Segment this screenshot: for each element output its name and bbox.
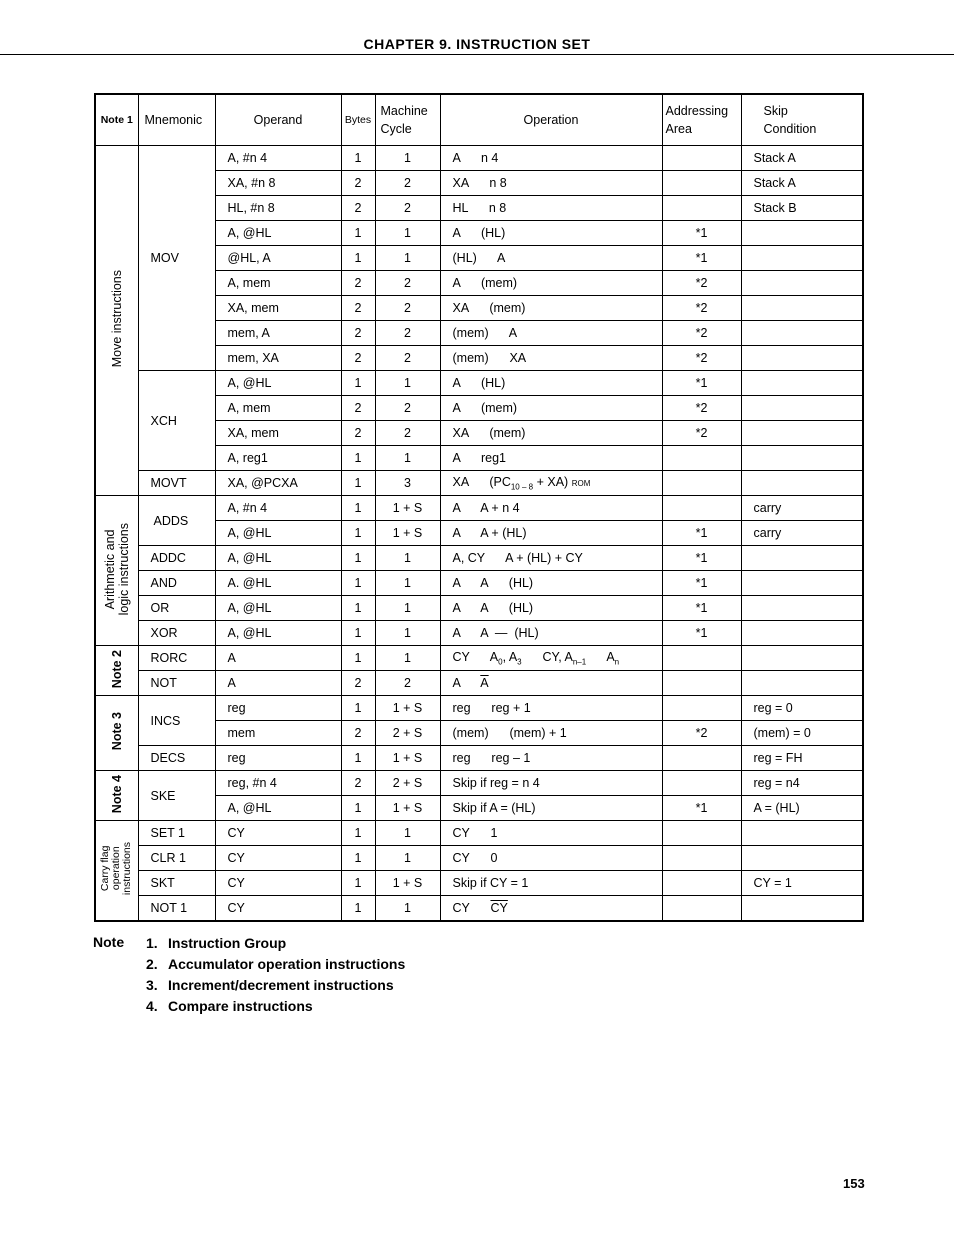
- operation-cell: Skip if CY = 1: [440, 871, 662, 896]
- mnemonic-cell: MOV: [138, 146, 215, 371]
- area-cell: [662, 871, 741, 896]
- operand-cell: A, #n 4: [215, 146, 341, 171]
- area-cell: *1: [662, 221, 741, 246]
- skip-cell: [741, 321, 863, 346]
- area-cell: *2: [662, 396, 741, 421]
- area-cell: [662, 696, 741, 721]
- operand-cell: CY: [215, 821, 341, 846]
- skip-cell: [741, 846, 863, 871]
- operation-cell: [440, 896, 662, 922]
- area-cell: [662, 821, 741, 846]
- bytes-cell: 1: [341, 371, 375, 396]
- area-cell: [662, 846, 741, 871]
- table-row: [95, 746, 863, 771]
- col-header-skip-condition-line2: Condition: [763, 122, 817, 136]
- operation-text: XA (PC: [452, 474, 511, 489]
- cycle-cell: 1: [375, 646, 440, 671]
- operand-cell: HL, #n 8: [215, 196, 341, 221]
- operation-cell: HL n 8: [440, 196, 662, 221]
- bytes-cell: 1: [341, 646, 375, 671]
- group-label-line1: Arithmetic and: [102, 529, 117, 609]
- operation-overline: $\overline{A}$: [480, 676, 489, 690]
- col-header-note1: Note 1: [95, 94, 138, 146]
- note-number: 3.: [146, 977, 158, 993]
- skip-cell: carry: [741, 496, 863, 521]
- bytes-cell: 1: [341, 146, 375, 171]
- cycle-cell: 1 + S: [375, 496, 440, 521]
- skip-cell: reg = 0: [741, 696, 863, 721]
- area-cell: *1: [662, 521, 741, 546]
- bytes-cell: 1: [341, 621, 375, 646]
- cycle-cell: 1: [375, 546, 440, 571]
- operation-cell: A n 4: [440, 146, 662, 171]
- bytes-cell: 1: [341, 896, 375, 922]
- operation-text: CY A: [452, 649, 499, 664]
- operand-cell: CY: [215, 846, 341, 871]
- group-carry-flag: [95, 821, 138, 922]
- table-row: [95, 671, 863, 696]
- operation-subscript: 3: [517, 657, 522, 667]
- operation-cell: XA (mem): [440, 296, 662, 321]
- bytes-cell: 1: [341, 221, 375, 246]
- mnemonic-cell: ADDC: [138, 546, 215, 571]
- instruction-table: [94, 93, 864, 922]
- table-row: [95, 471, 863, 496]
- notes-label: Note: [93, 934, 125, 950]
- bytes-cell: 2: [341, 321, 375, 346]
- cycle-cell: 1: [375, 596, 440, 621]
- mnemonic-cell: MOVT: [138, 471, 215, 496]
- cycle-cell: 2: [375, 671, 440, 696]
- operation-text: CY, A: [521, 649, 573, 664]
- operation-cell: XA (mem): [440, 421, 662, 446]
- operation-subscript: n–1: [572, 657, 587, 667]
- area-cell: [662, 771, 741, 796]
- col-header-operand: Operand: [215, 94, 341, 146]
- note-item: [146, 934, 566, 955]
- area-cell: *2: [662, 296, 741, 321]
- col-header-addressing-area-line2: Area: [665, 122, 692, 136]
- bytes-cell: 1: [341, 871, 375, 896]
- bytes-cell: 2: [341, 271, 375, 296]
- operand-cell: A, @HL: [215, 621, 341, 646]
- bytes-cell: 2: [341, 396, 375, 421]
- col-header-skip-condition-line1: Skip: [763, 104, 788, 118]
- operation-cell: A (HL): [440, 371, 662, 396]
- operation-cell: A A — (HL): [440, 621, 662, 646]
- group-label: Note 4: [109, 774, 124, 814]
- operation-overline: $\overline{CY}$: [490, 901, 508, 915]
- skip-cell: (mem) = 0: [741, 721, 863, 746]
- bytes-cell: 2: [341, 421, 375, 446]
- operation-cell: A, CY A + (HL) + CY: [440, 546, 662, 571]
- group-label: [103, 523, 131, 615]
- mnemonic-cell: CLR 1: [138, 846, 215, 871]
- area-cell: *2: [662, 721, 741, 746]
- cycle-cell: 1: [375, 896, 440, 922]
- operation-text: CY: [452, 901, 491, 915]
- skip-cell: [741, 571, 863, 596]
- skip-cell: [741, 671, 863, 696]
- operation-subscript: n: [614, 657, 620, 667]
- bytes-cell: 2: [341, 296, 375, 321]
- group-label: [100, 842, 133, 895]
- skip-cell: [741, 371, 863, 396]
- area-cell: *2: [662, 271, 741, 296]
- operation-cell: [440, 646, 662, 671]
- skip-cell: reg = n4: [741, 771, 863, 796]
- group-label: Move instructions: [109, 270, 124, 368]
- operand-cell: A, mem: [215, 271, 341, 296]
- operand-cell: A, @HL: [215, 521, 341, 546]
- bytes-cell: 1: [341, 471, 375, 496]
- operand-cell: mem: [215, 721, 341, 746]
- operand-cell: @HL, A: [215, 246, 341, 271]
- cycle-cell: 1: [375, 371, 440, 396]
- operand-cell: reg: [215, 696, 341, 721]
- area-cell: *2: [662, 346, 741, 371]
- operation-cell: A (mem): [440, 396, 662, 421]
- group-move-instructions: [95, 146, 138, 496]
- area-cell: *1: [662, 546, 741, 571]
- mnemonic-cell: INCS: [138, 696, 215, 746]
- operation-cell: CY 0: [440, 846, 662, 871]
- operation-cell: (mem) XA: [440, 346, 662, 371]
- cycle-cell: 1 + S: [375, 796, 440, 821]
- note-number: 2.: [146, 956, 158, 972]
- operation-cell: A (HL): [440, 221, 662, 246]
- note-text: Instruction Group: [168, 935, 287, 951]
- area-cell: [662, 446, 741, 471]
- operation-cell: A A + n 4: [440, 496, 662, 521]
- table-row: [95, 146, 863, 171]
- cycle-cell: 2: [375, 196, 440, 221]
- skip-cell: A = (HL): [741, 796, 863, 821]
- area-cell: *2: [662, 421, 741, 446]
- bytes-cell: 1: [341, 796, 375, 821]
- cycle-cell: 1: [375, 821, 440, 846]
- operation-text: + XA): [533, 474, 569, 489]
- bytes-cell: 2: [341, 671, 375, 696]
- operand-cell: A, mem: [215, 396, 341, 421]
- bytes-cell: 1: [341, 746, 375, 771]
- page-number: 153: [843, 1176, 865, 1191]
- operand-cell: A, @HL: [215, 596, 341, 621]
- bytes-cell: 2: [341, 721, 375, 746]
- cycle-cell: 1: [375, 146, 440, 171]
- skip-cell: Stack B: [741, 196, 863, 221]
- area-cell: [662, 146, 741, 171]
- note-text: Increment/decrement instructions: [168, 977, 394, 993]
- operand-cell: mem, A: [215, 321, 341, 346]
- table-row: [95, 571, 863, 596]
- col-header-addressing-area: [662, 94, 741, 146]
- area-cell: [662, 671, 741, 696]
- skip-cell: [741, 821, 863, 846]
- area-cell: [662, 196, 741, 221]
- operation-cell: (mem) A: [440, 321, 662, 346]
- col-header-addressing-area-line1: Addressing: [665, 104, 729, 118]
- skip-cell: [741, 246, 863, 271]
- operand-cell: reg: [215, 746, 341, 771]
- operand-cell: A, @HL: [215, 371, 341, 396]
- mnemonic-cell: SKE: [138, 771, 215, 821]
- operand-cell: CY: [215, 896, 341, 922]
- bytes-cell: 2: [341, 771, 375, 796]
- table-row: [95, 696, 863, 721]
- cycle-cell: 1: [375, 846, 440, 871]
- group-note2: [95, 646, 138, 696]
- cycle-cell: 1 + S: [375, 696, 440, 721]
- cycle-cell: 2: [375, 171, 440, 196]
- operation-cell: CY 1: [440, 821, 662, 846]
- mnemonic-cell: SET 1: [138, 821, 215, 846]
- skip-cell: Stack A: [741, 146, 863, 171]
- note-item: [146, 997, 566, 1018]
- cycle-cell: 1: [375, 246, 440, 271]
- skip-cell: [741, 296, 863, 321]
- cycle-cell: 1 + S: [375, 746, 440, 771]
- operand-cell: XA, mem: [215, 296, 341, 321]
- skip-cell: [741, 646, 863, 671]
- bytes-cell: 1: [341, 546, 375, 571]
- table-row: [95, 371, 863, 396]
- operation-cell: reg reg – 1: [440, 746, 662, 771]
- cycle-cell: 2: [375, 346, 440, 371]
- operand-cell: XA, @PCXA: [215, 471, 341, 496]
- area-cell: *1: [662, 246, 741, 271]
- table-header-row: [95, 94, 863, 146]
- area-cell: *2: [662, 321, 741, 346]
- cycle-cell: 1: [375, 571, 440, 596]
- notes-list: [146, 934, 566, 1018]
- bytes-cell: 2: [341, 346, 375, 371]
- operand-cell: A: [215, 646, 341, 671]
- operation-cell: Skip if reg = n 4: [440, 771, 662, 796]
- cycle-cell: 2 + S: [375, 721, 440, 746]
- table-row: [95, 771, 863, 796]
- table-row: [95, 871, 863, 896]
- table-row: [95, 646, 863, 671]
- group-note3: [95, 696, 138, 771]
- cycle-cell: 1: [375, 221, 440, 246]
- table-row: [95, 546, 863, 571]
- skip-cell: [741, 271, 863, 296]
- operand-cell: A. @HL: [215, 571, 341, 596]
- skip-cell: [741, 421, 863, 446]
- header-rule: [0, 54, 954, 55]
- skip-cell: [741, 596, 863, 621]
- cycle-cell: 1: [375, 621, 440, 646]
- note-item: [146, 955, 566, 976]
- mnemonic-cell: XCH: [138, 371, 215, 471]
- operand-cell: reg, #n 4: [215, 771, 341, 796]
- area-cell: [662, 646, 741, 671]
- operand-cell: CY: [215, 871, 341, 896]
- operation-cell: Skip if A = (HL): [440, 796, 662, 821]
- group-label: Note 2: [109, 649, 124, 689]
- operation-cell: reg reg + 1: [440, 696, 662, 721]
- cycle-cell: 1 + S: [375, 521, 440, 546]
- col-header-skip-condition: [741, 94, 863, 146]
- area-cell: [662, 471, 741, 496]
- bytes-cell: 1: [341, 446, 375, 471]
- operand-cell: A, @HL: [215, 546, 341, 571]
- operation-subscript: 10 – 8: [510, 482, 534, 492]
- mnemonic-cell: NOT 1: [138, 896, 215, 922]
- col-header-bytes: Bytes: [341, 94, 375, 146]
- table-row: [95, 596, 863, 621]
- cycle-cell: 2: [375, 396, 440, 421]
- note-text: Accumulator operation instructions: [168, 956, 406, 972]
- bytes-cell: 1: [341, 521, 375, 546]
- skip-cell: [741, 396, 863, 421]
- bytes-cell: 2: [341, 196, 375, 221]
- cycle-cell: 2: [375, 421, 440, 446]
- col-header-operation: Operation: [440, 94, 662, 146]
- area-cell: *1: [662, 596, 741, 621]
- operand-cell: A, @HL: [215, 221, 341, 246]
- col-header-machine-cycle-line2: Cycle: [380, 122, 412, 136]
- operation-cell: (HL) A: [440, 246, 662, 271]
- area-cell: *1: [662, 621, 741, 646]
- operation-cell: A reg1: [440, 446, 662, 471]
- skip-cell: CY = 1: [741, 871, 863, 896]
- bytes-cell: 2: [341, 171, 375, 196]
- table-row: [95, 846, 863, 871]
- skip-cell: [741, 621, 863, 646]
- operation-cell: XA n 8: [440, 171, 662, 196]
- table-row: [95, 896, 863, 922]
- skip-cell: [741, 446, 863, 471]
- mnemonic-cell: NOT: [138, 671, 215, 696]
- operation-cell: A A (HL): [440, 596, 662, 621]
- note-number: 4.: [146, 998, 158, 1014]
- area-cell: [662, 746, 741, 771]
- table-row: [95, 821, 863, 846]
- operand-cell: A: [215, 671, 341, 696]
- mnemonic-cell: DECS: [138, 746, 215, 771]
- area-cell: [662, 896, 741, 922]
- cycle-cell: 2: [375, 321, 440, 346]
- skip-cell: [741, 346, 863, 371]
- mnemonic-cell: XOR: [138, 621, 215, 646]
- area-cell: *1: [662, 371, 741, 396]
- bytes-cell: 1: [341, 571, 375, 596]
- operation-cell: A A + (HL): [440, 521, 662, 546]
- area-cell: *1: [662, 796, 741, 821]
- operand-cell: XA, #n 8: [215, 171, 341, 196]
- bytes-cell: 1: [341, 846, 375, 871]
- col-header-machine-cycle: [375, 94, 440, 146]
- cycle-cell: 2: [375, 271, 440, 296]
- col-header-machine-cycle-line1: Machine: [380, 104, 428, 118]
- cycle-cell: 2: [375, 296, 440, 321]
- table-row: [95, 496, 863, 521]
- bytes-cell: 1: [341, 821, 375, 846]
- mnemonic-cell: AND: [138, 571, 215, 596]
- col-header-mnemonic: Mnemonic: [138, 94, 215, 146]
- operation-cell: [440, 671, 662, 696]
- table-row: [95, 621, 863, 646]
- operand-cell: A, #n 4: [215, 496, 341, 521]
- skip-cell: [741, 546, 863, 571]
- group-label: Note 3: [109, 712, 124, 751]
- operation-cell: A A (HL): [440, 571, 662, 596]
- group-note4: [95, 771, 138, 821]
- operand-cell: XA, mem: [215, 421, 341, 446]
- operation-rom-suffix: ROM: [571, 478, 591, 488]
- note-text: Compare instructions: [168, 998, 313, 1014]
- cycle-cell: 3: [375, 471, 440, 496]
- operand-cell: mem, XA: [215, 346, 341, 371]
- bytes-cell: 1: [341, 496, 375, 521]
- bytes-cell: 1: [341, 246, 375, 271]
- operand-cell: A, reg1: [215, 446, 341, 471]
- skip-cell: [741, 471, 863, 496]
- operation-subscript: 0: [498, 657, 503, 667]
- mnemonic-cell: OR: [138, 596, 215, 621]
- area-cell: *1: [662, 571, 741, 596]
- group-label-line2: operation: [110, 847, 123, 891]
- skip-cell: reg = FH: [741, 746, 863, 771]
- group-arithmetic-logic: [95, 496, 138, 646]
- operation-cell: [440, 471, 662, 496]
- area-cell: [662, 496, 741, 521]
- operation-text: A: [452, 676, 481, 690]
- note-number: 1.: [146, 935, 158, 951]
- mnemonic-cell: RORC: [138, 646, 215, 671]
- operation-cell: A (mem): [440, 271, 662, 296]
- area-cell: [662, 171, 741, 196]
- group-label-line2: logic instructions: [116, 522, 131, 616]
- operation-text: A: [586, 649, 615, 664]
- group-label-line3: instructions: [121, 842, 134, 896]
- skip-cell: [741, 221, 863, 246]
- group-label-line1: Carry flag: [99, 846, 112, 892]
- bytes-cell: 1: [341, 596, 375, 621]
- operation-text: , A: [502, 649, 518, 664]
- bytes-cell: 1: [341, 696, 375, 721]
- note-item: [146, 976, 566, 997]
- mnemonic-cell: ADDS: [138, 496, 215, 546]
- cycle-cell: 1: [375, 446, 440, 471]
- skip-cell: carry: [741, 521, 863, 546]
- cycle-cell: 1 + S: [375, 871, 440, 896]
- mnemonic-cell: SKT: [138, 871, 215, 896]
- skip-cell: [741, 896, 863, 922]
- operand-cell: A, @HL: [215, 796, 341, 821]
- cycle-cell: 2 + S: [375, 771, 440, 796]
- operation-cell: (mem) (mem) + 1: [440, 721, 662, 746]
- chapter-header: CHAPTER 9. INSTRUCTION SET: [363, 36, 591, 52]
- skip-cell: Stack A: [741, 171, 863, 196]
